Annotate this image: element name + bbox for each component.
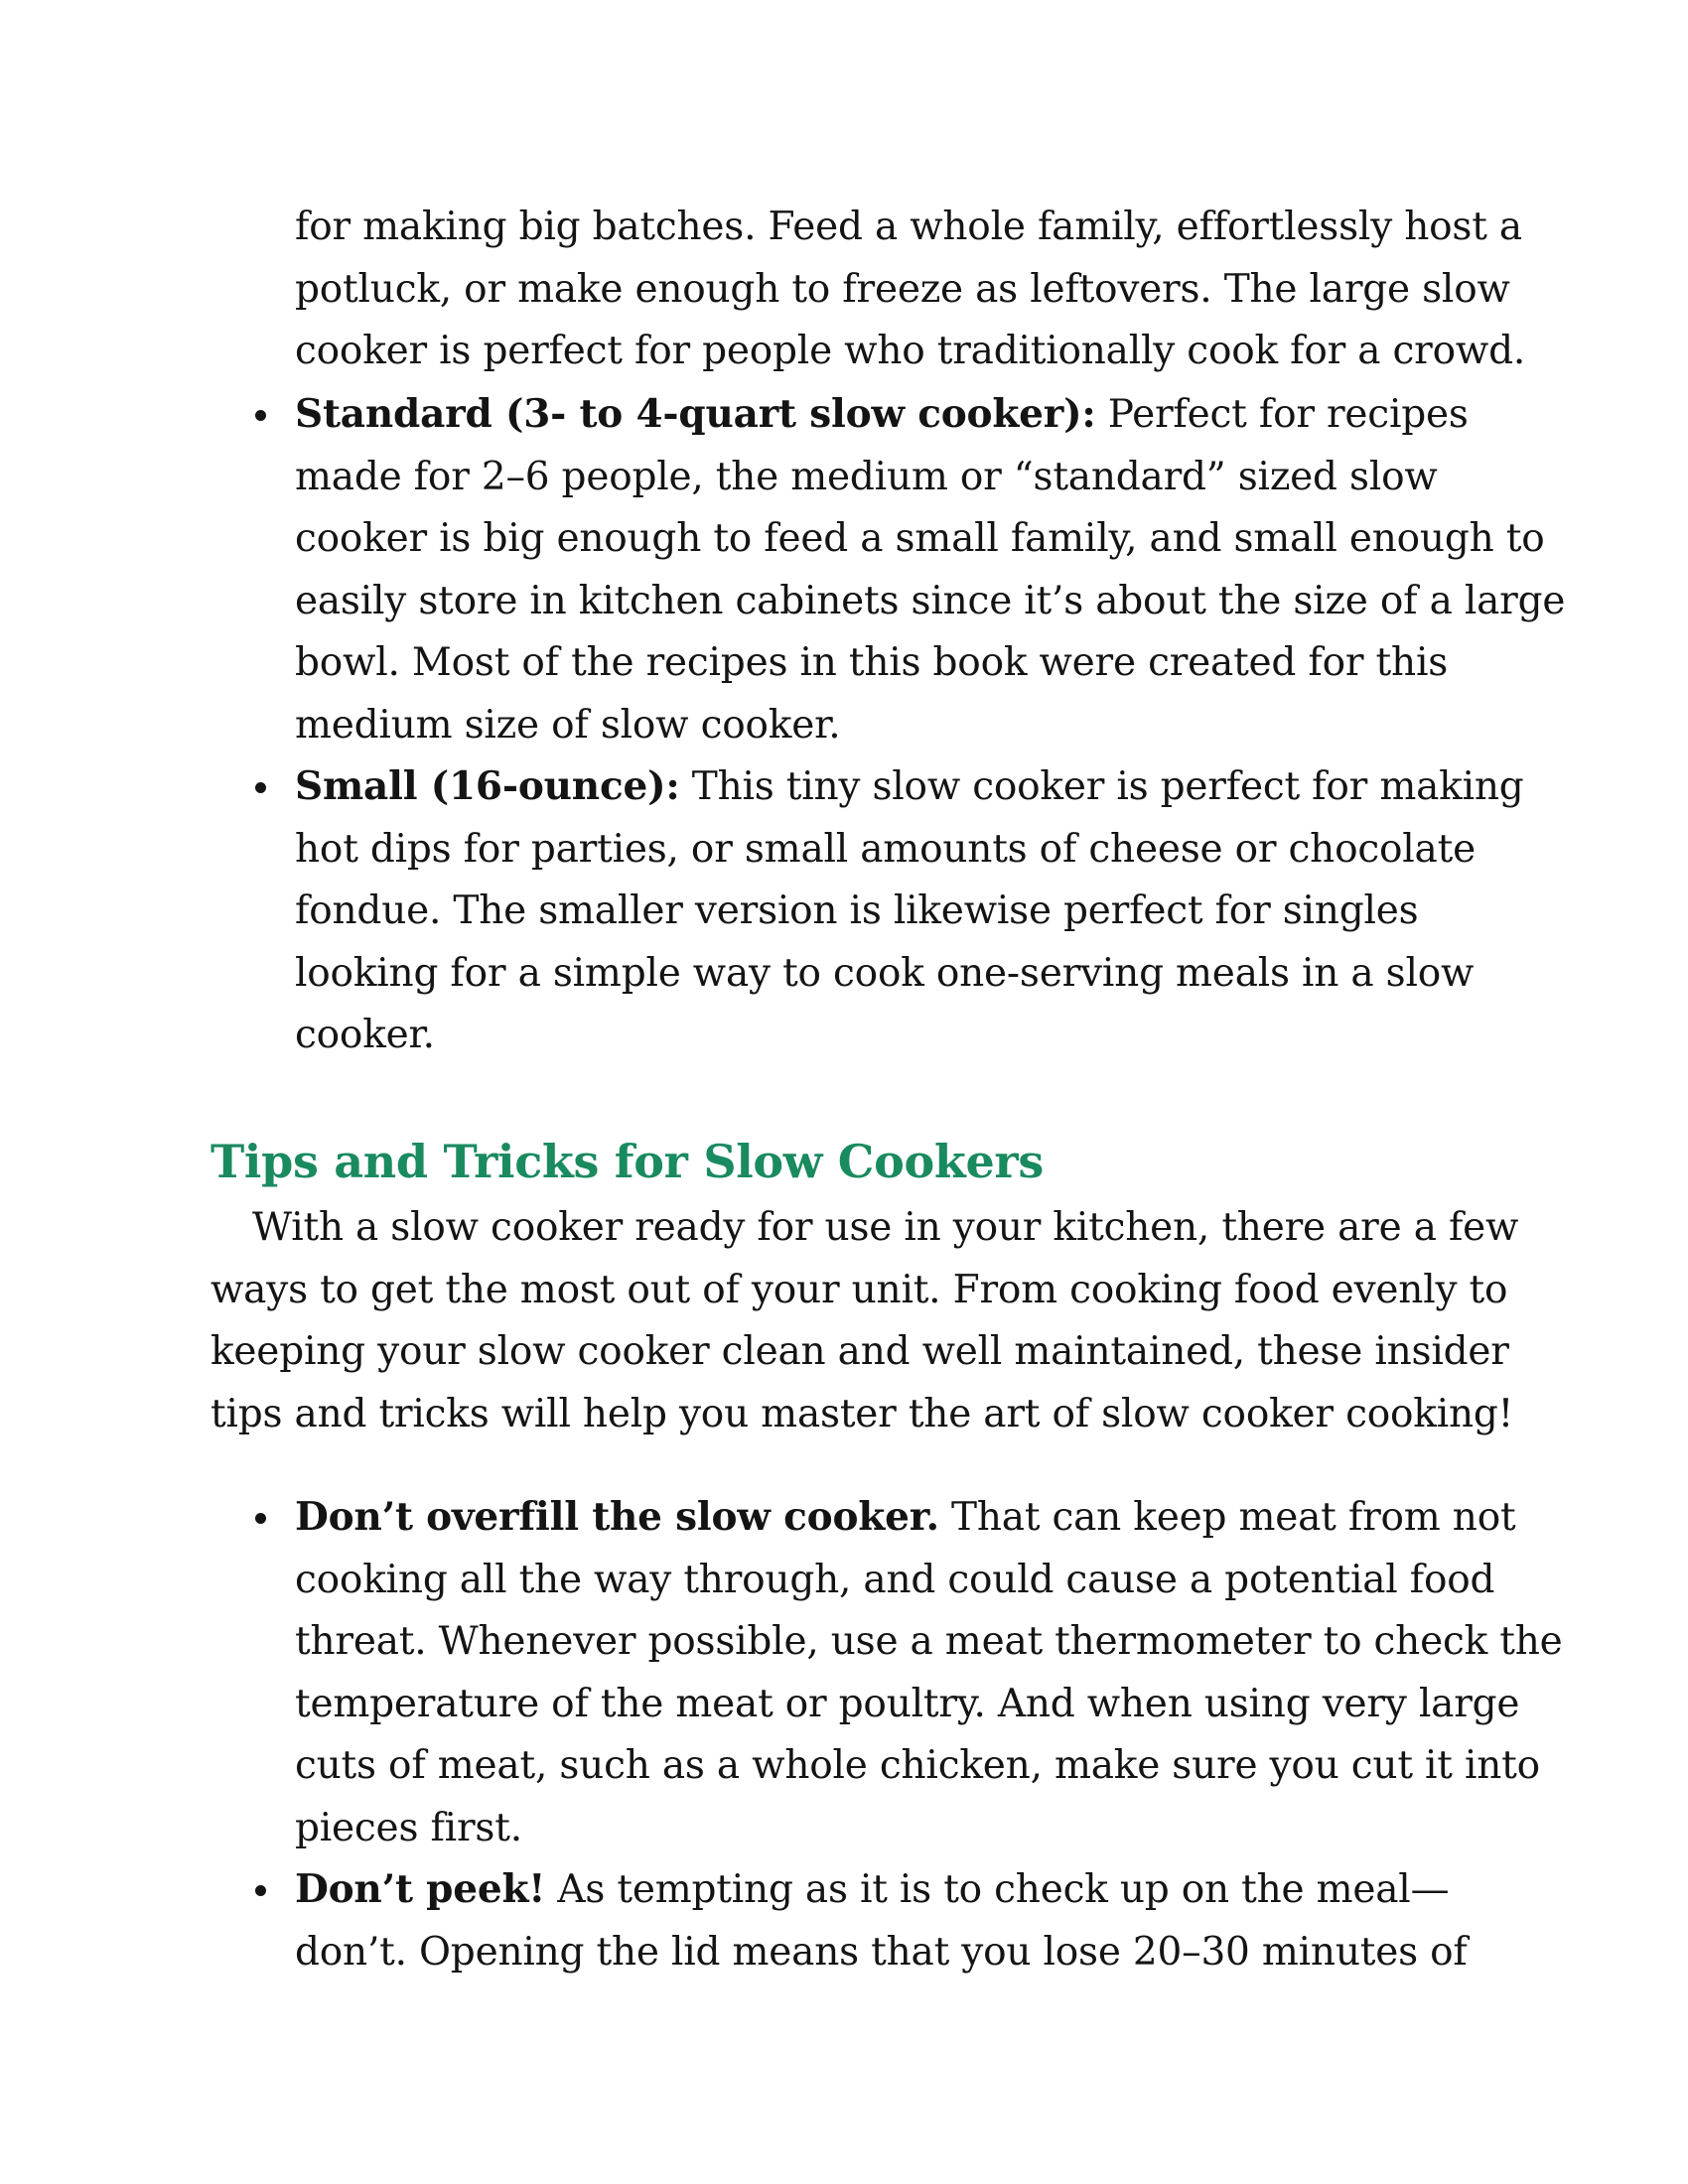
bullet-icon [255,1513,266,1524]
intro-line: tips and tricks will help you master the art of slow cooker cooking! [211,1391,1514,1436]
intro-line: keeping your slow cooker clean and well maintained, these insider [211,1329,1509,1374]
list-item-line: cooking all the way through, and could cause a potential food [295,1557,1495,1602]
list-item-line: cooker is big enough to feed a small family, and small enough to [295,516,1545,561]
list-item-text: As tempting as it is to check up on the meal— [545,1867,1450,1912]
list-item-line: don’t. Opening the lid means that you lose 20–30 minutes of [295,1929,1468,1975]
list-item-line: threat. Whenever possible, use a meat thermometer to check the [295,1619,1563,1664]
section-heading: Tips and Tricks for Slow Cookers [211,1135,1044,1188]
intro-line: ways to get the most out of your unit. From cooking food evenly to [211,1267,1508,1312]
list-item-line: easily store in kitchen cabinets since it’s about the size of a large [295,578,1566,623]
bullet-icon [255,782,266,793]
list-item-lead: Don’t peek! [295,1866,546,1912]
list-item-line: looking for a simple way to cook one-serving meals in a slow [295,950,1475,996]
list-item-line: medium size of slow cooker. [295,702,841,748]
list-item-lead: Don’t overfill the slow cooker. [295,1494,939,1540]
list-item-small [295,755,1524,1067]
list-item-text: This tiny slow cooker is perfect for making [679,764,1524,809]
intro-line: With a slow cooker ready for use in your kitchen, there are a few [252,1205,1519,1250]
list-item-text: That can keep meat from not [938,1495,1516,1540]
list-item-line: cuts of meat, such as a whole chicken, make sure you cut it into [295,1743,1540,1788]
list-item-line: bowl. Most of the recipes in this book were created for this [295,640,1449,685]
list-item-line: pieces first. [295,1805,522,1850]
bullet-icon [255,1885,266,1896]
list-item-lead: Small (16-ounce): [295,763,680,809]
list-item-line: temperature of the meat or poultry. And when using very large [295,1681,1520,1726]
list-item-text: Perfect for recipes [1095,392,1469,437]
continuation-paragraph [295,197,1525,383]
list-item-line: made for 2–6 people, the medium or “standard” sized slow [295,454,1438,499]
list-item-dont-overfill [295,1486,1563,1859]
list-item-line: cooker. [295,1013,435,1057]
bullet-icon [255,410,266,421]
continuation-line: cooker is perfect for people who traditionally cook for a crowd. [295,329,1526,373]
list-item-line: fondue. The smaller version is likewise perfect for singles [295,888,1419,933]
continuation-line: for making big batches. Feed a whole family, effortlessly host a [295,205,1522,249]
list-item-dont-peek [295,1858,1468,1983]
continuation-line: potluck, or make enough to freeze as leftovers. The large slow [295,266,1510,312]
list-item-standard [295,383,1565,756]
list-item-line: hot dips for parties, or small amounts of cheese or chocolate [295,826,1476,872]
list-item-lead: Standard (3- to 4-quart slow cooker): [295,391,1096,437]
section-intro-paragraph [211,1197,1518,1445]
